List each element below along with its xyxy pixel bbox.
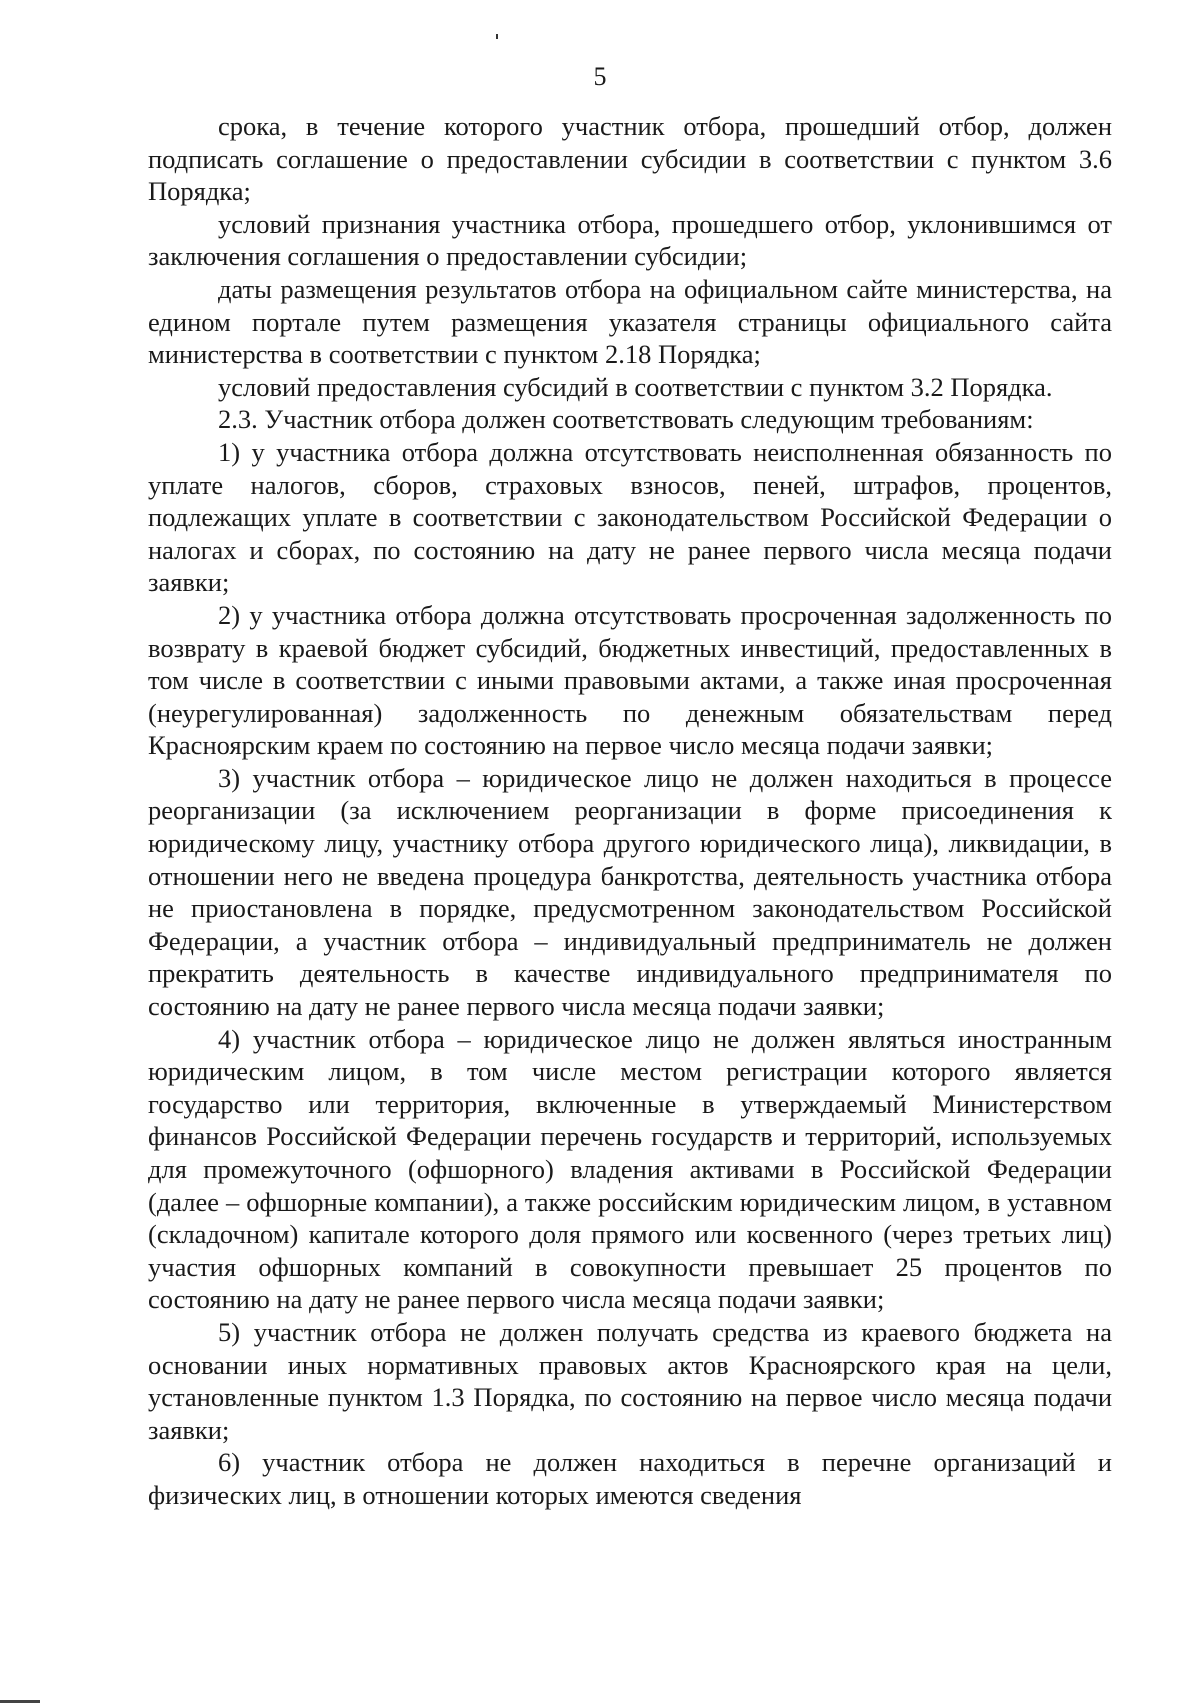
paragraph-requirement-5: 5) участник отбора не должен получать средства из краевого бюджета на основании иных нормативных правовых актов Красноярского края на цели, установленные пунктом 1.3 Порядка, по состоянию на первое число месяца подачи заявки; [148, 1316, 1112, 1445]
paragraph-requirement-2: 2) у участника отбора должна отсутствовать просроченная задолженность по возврату в краевой бюджет субсидий, бюджетных инвестиций, предоставленных в том числе в соответствии с иными правовыми актами, а также иная просроченная (неурегулированная) задолженность по денежным обязательствам перед Красноярским краем по состоянию на первое число месяца подачи заявки; [148, 599, 1112, 761]
paragraph-results-date: даты размещения результатов отбора на официальном сайте министерства, на едином портале путем размещения указателя страницы официального сайта министерства в соответствии с пунктом 2.18 Порядка; [148, 273, 1112, 370]
paragraph-continuation: срока, в течение которого участник отбора, прошедший отбор, должен подписать соглашение о предоставлении субсидии в соответствии с пунктом 3.6 Порядка; [148, 111, 1112, 207]
paragraph-requirement-4: 4) участник отбора – юридическое лицо не должен являться иностранным юридическим лицом, в том числе местом регистрации которого является государство или территория, включенные в утверждаемый Министерством финансов Российской Федерации перечень государств и территорий, используемых для промежуточного (офшорного) владения активами в Российской Федерации (далее – офшорные компании), а также российским юридическим лицом, в уставном (складочном) капитале которого доля прямого или косвенного (через третьих лиц) участия офшорных компаний в совокупности превышает 25 процентов по состоянию на дату не ранее первого числа месяца подачи заявки; [148, 1023, 1112, 1315]
document-body [148, 110, 1112, 1512]
paragraph-requirement-3: 3) участник отбора – юридическое лицо не должен находиться в процессе реорганизации (за исключением реорганизации в форме присоединения к юридическому лицу, участнику отбора другого юридического лица), ликвидации, в отношении него не введена процедура банкротства, деятельность участника отбора не приостановлена в порядке, предусмотренном законодательством Российской Федерации, а участник отбора – индивидуальный предприниматель не должен прекратить деятельность в качестве индивидуального предпринимателя по состоянию на дату не ранее первого числа месяца подачи заявки; [148, 762, 1112, 1022]
paragraph-2-3-heading: 2.3. Участник отбора должен соответствовать следующим требованиям: [218, 404, 1034, 435]
paragraph-requirement-6: 6) участник отбора не должен находиться в перечне организаций и физических лиц, в отношении которых имеются сведения [148, 1447, 1112, 1510]
paragraph-subsidy-conditions: условий предоставления субсидий в соответствии с пунктом 3.2 Порядка. [218, 371, 1053, 402]
paragraph-requirement-1: 1) у участника отбора должна отсутствовать неисполненная обязанность по уплате налогов, сборов, страховых взносов, пеней, штрафов, процентов, подлежащих уплате в соответствии с законодательством Российской Федерации о налогах и сборах, по состоянию на дату не ранее первого числа месяца подачи заявки; [148, 436, 1112, 598]
scan-artifact-dot [496, 34, 498, 39]
paragraph-evasion-conditions: условий признания участника отбора, прошедшего отбор, уклонившимся от заключения соглашения о предоставлении субсидии; [148, 208, 1112, 272]
page-number: 5 [593, 62, 607, 91]
